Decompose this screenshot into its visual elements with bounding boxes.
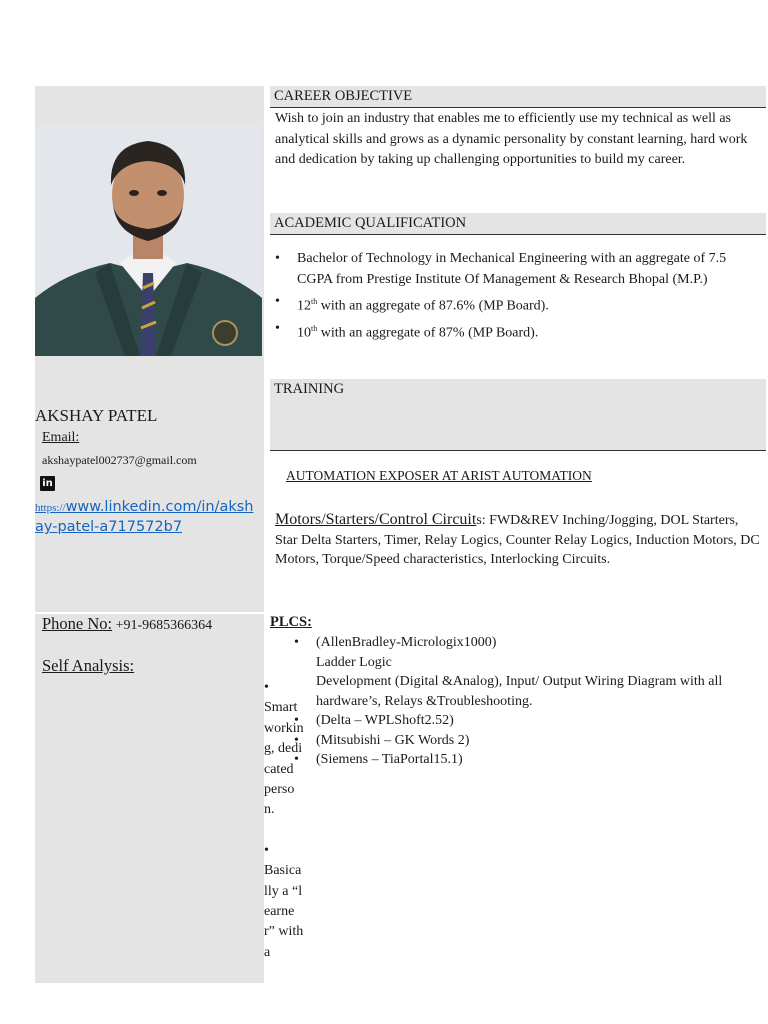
motors-section	[275, 510, 761, 570]
phone-value: +91-9685366364	[112, 618, 213, 633]
plcs-label: PLCS:	[270, 614, 312, 630]
plc-list	[294, 633, 762, 770]
academic-item-sup: th	[311, 297, 318, 306]
linkedin-url: www.linkedin.com/in/akshay-patel-a717572b7	[35, 499, 254, 535]
linkedin-prefix: https://	[35, 502, 66, 514]
phone-label: Phone No:	[42, 614, 113, 633]
academic-list	[275, 249, 761, 344]
academic-item	[275, 292, 761, 317]
academic-item-text: with an aggregate of 87% (MP Board).	[317, 325, 539, 341]
email-label: Email:	[42, 430, 80, 445]
plc-item: • (Mitsubishi – GK Words 2)	[294, 731, 762, 751]
candidate-name: AKSHAY PATEL	[35, 406, 158, 425]
plc-item: • (Siemens – TiaPortal15.1)	[294, 750, 762, 770]
automation-title: AUTOMATION EXPOSER AT ARIST AUTOMATION	[286, 468, 592, 483]
self-analysis-bullet: •	[264, 680, 269, 695]
academic-item-sup: th	[311, 324, 318, 334]
academic-item-num: 10	[297, 325, 311, 341]
career-objective-text: Wish to join an industry that enables me to efficiently use my technical as well as analytical skills and grows as a dynamic personality by constant learning, hard work and dedication by taking up challenging opportunities to build my career.	[275, 111, 748, 167]
training-box	[270, 400, 766, 451]
career-objective-heading: CAREER OBJECTIVE	[270, 86, 766, 108]
linkedin-link[interactable]	[35, 498, 260, 537]
profile-photo	[35, 123, 262, 356]
self-analysis-item-2: Basically a “learner” with a	[264, 863, 304, 960]
motors-text: : FWD&REV Inching/Jogging, DOL Starters, Star Delta Starters, Timer, Relay Logics, Counter Relay Logics, Induction Motors, DC Motors, Torque/Speed characteristics, Interlocking Circuits.	[275, 513, 760, 567]
plc-subitem: Ladder Logic	[316, 654, 392, 670]
email-value[interactable]: akshaypatel002737@gmail.com	[42, 453, 197, 467]
phone-row	[42, 614, 212, 634]
academic-item-num: 12	[297, 298, 311, 314]
plc-item: • (AllenBradley-Micrologix1000)	[294, 633, 762, 653]
plc-item: • (Delta – WPLShoft2.52)	[294, 711, 762, 731]
plc-subitem: Development (Digital &Analog), Input/ Output Wiring Diagram with all hardware’s, Relays &Troubleshooting.	[316, 674, 723, 709]
academic-item	[275, 319, 761, 344]
motors-title-suffix: s	[476, 513, 482, 528]
academic-heading: ACADEMIC QUALIFICATION	[270, 213, 766, 235]
academic-item-text: with an aggregate of 87.6% (MP Board).	[317, 298, 549, 314]
motors-title: Motors/Starters/Control Circuit	[275, 511, 477, 528]
self-analysis-item-1: Smart working, dedicated person.	[264, 700, 304, 818]
self-analysis-bullet: •	[264, 842, 269, 858]
self-analysis-label: Self Analysis:	[42, 656, 135, 675]
linkedin-icon[interactable]: in	[40, 476, 55, 491]
academic-item: • Bachelor of Technology in Mechanical Engineering with an aggregate of 7.5 CGPA from Prestige Institute Of Management & Research Bhopal (M.P.)	[275, 249, 761, 290]
training-heading: TRAINING	[270, 379, 766, 401]
